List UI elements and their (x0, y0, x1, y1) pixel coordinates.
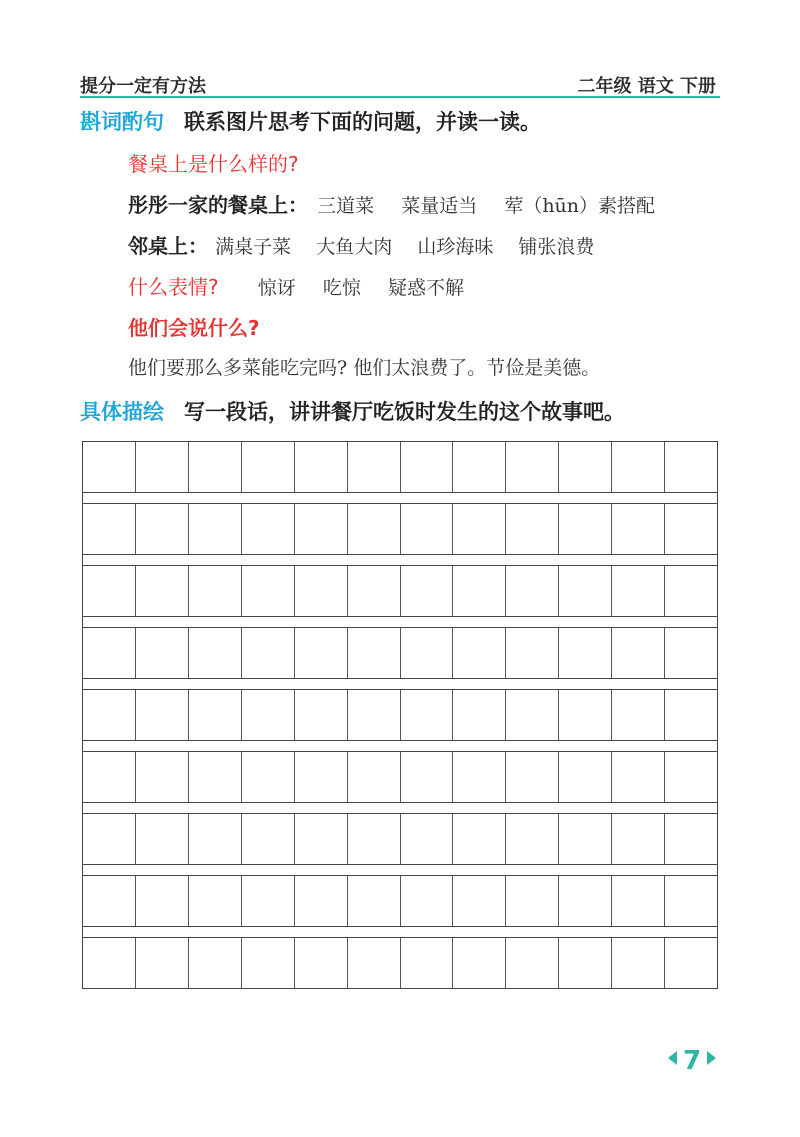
answer-word: 惊讶 (257, 277, 296, 299)
grid-cell[interactable] (189, 814, 242, 864)
grid-cell[interactable] (612, 442, 665, 492)
grid-cell[interactable] (136, 628, 189, 678)
grid-cell[interactable] (506, 442, 559, 492)
grid-cell[interactable] (665, 690, 717, 740)
grid-cell[interactable] (242, 752, 295, 802)
grid-cell[interactable] (83, 566, 136, 616)
grid-cell[interactable] (612, 814, 665, 864)
answer-word: 山珍海味 (417, 236, 494, 258)
grid-cell[interactable] (665, 442, 717, 492)
grid-cell[interactable] (136, 566, 189, 616)
grid-cell[interactable] (189, 628, 242, 678)
grid-cell[interactable] (559, 442, 612, 492)
grid-cell[interactable] (559, 938, 612, 988)
section-heading-1 (80, 106, 541, 136)
grid-cell[interactable] (242, 442, 295, 492)
grid-cell[interactable] (348, 566, 401, 616)
grid-cell[interactable] (83, 504, 136, 554)
grid-cell[interactable] (401, 566, 454, 616)
grid-cell[interactable] (612, 690, 665, 740)
grid-cell[interactable] (665, 814, 717, 864)
header-book-title: 提分一定有方法 (80, 76, 206, 97)
answer-word: 三道菜 (317, 195, 375, 217)
section-label: 斟词酌句 (80, 110, 164, 134)
grid-cell[interactable] (136, 814, 189, 864)
grid-cell[interactable] (665, 628, 717, 678)
grid-cell[interactable] (559, 752, 612, 802)
grid-cell[interactable] (295, 752, 348, 802)
question-text: 他们会说什么? (128, 316, 260, 340)
grid-cell[interactable] (83, 628, 136, 678)
grid-cell[interactable] (348, 752, 401, 802)
grid-row-gap (82, 803, 718, 813)
grid-cell[interactable] (506, 876, 559, 926)
grid-cell[interactable] (136, 442, 189, 492)
grid-cell[interactable] (612, 504, 665, 554)
grid-cell[interactable] (295, 442, 348, 492)
grid-row (82, 503, 718, 555)
grid-cell[interactable] (295, 814, 348, 864)
answer-word: 疑惑不解 (387, 277, 464, 299)
grid-cell[interactable] (559, 504, 612, 554)
grid-cell[interactable] (401, 504, 454, 554)
grid-cell[interactable] (83, 938, 136, 988)
grid-cell[interactable] (189, 876, 242, 926)
grid-cell[interactable] (83, 752, 136, 802)
grid-cell[interactable] (189, 752, 242, 802)
writing-grid (82, 441, 718, 989)
grid-cell[interactable] (506, 690, 559, 740)
grid-row-gap (82, 493, 718, 503)
grid-cell[interactable] (665, 938, 717, 988)
grid-cell[interactable] (612, 566, 665, 616)
grid-cell[interactable] (401, 814, 454, 864)
grid-cell[interactable] (83, 690, 136, 740)
page-header (80, 66, 720, 98)
grid-cell[interactable] (506, 504, 559, 554)
grid-cell[interactable] (506, 566, 559, 616)
grid-cell[interactable] (559, 690, 612, 740)
grid-cell[interactable] (348, 442, 401, 492)
grid-cell[interactable] (189, 504, 242, 554)
grid-cell[interactable] (189, 442, 242, 492)
answer-word: 菜量适当 (401, 195, 478, 217)
grid-row (82, 689, 718, 741)
grid-cell[interactable] (295, 938, 348, 988)
grid-cell[interactable] (189, 938, 242, 988)
grid-cell[interactable] (295, 504, 348, 554)
grid-cell[interactable] (612, 628, 665, 678)
grid-cell[interactable] (83, 876, 136, 926)
grid-cell[interactable] (453, 628, 506, 678)
grid-row-gap (82, 617, 718, 627)
answer-word: 大鱼大肉 (316, 236, 393, 258)
grid-cell[interactable] (242, 566, 295, 616)
grid-cell[interactable] (136, 938, 189, 988)
grid-cell[interactable] (559, 876, 612, 926)
grid-cell[interactable] (506, 938, 559, 988)
grid-cell[interactable] (242, 628, 295, 678)
grid-cell[interactable] (612, 752, 665, 802)
grid-cell[interactable] (295, 566, 348, 616)
section-instruction: 联系图片思考下面的问题，并读一读。 (184, 110, 541, 134)
grid-cell[interactable] (136, 690, 189, 740)
grid-cell[interactable] (295, 690, 348, 740)
answer-word: 满桌子菜 (215, 236, 292, 258)
section-heading-2 (80, 396, 625, 426)
question-text: 餐桌上是什么样的? (128, 152, 299, 176)
grid-cell[interactable] (295, 628, 348, 678)
grid-cell[interactable] (136, 876, 189, 926)
page-number (662, 1046, 722, 1080)
grid-cell[interactable] (453, 752, 506, 802)
grid-cell[interactable] (348, 938, 401, 988)
header-grade-subject: 二年级 语文 下册 (577, 76, 716, 97)
grid-row-gap (82, 865, 718, 875)
question-2 (128, 271, 464, 300)
grid-cell[interactable] (348, 504, 401, 554)
grid-cell[interactable] (295, 876, 348, 926)
answer-label: 彤彤一家的餐桌上： (128, 193, 308, 217)
prev-triangle-icon (668, 1051, 677, 1065)
answer-line-tongtong (128, 189, 655, 218)
grid-cell[interactable] (453, 504, 506, 554)
grid-row (82, 937, 718, 989)
section-label: 具体描绘 (80, 400, 164, 424)
grid-cell[interactable] (348, 628, 401, 678)
grid-cell[interactable] (242, 690, 295, 740)
question-text: 什么表情? (128, 275, 219, 299)
grid-row (82, 751, 718, 803)
grid-cell[interactable] (401, 690, 454, 740)
answer-3 (128, 353, 600, 380)
grid-cell[interactable] (348, 690, 401, 740)
grid-row-gap (82, 927, 718, 937)
grid-cell[interactable] (453, 876, 506, 926)
grid-cell[interactable] (506, 752, 559, 802)
grid-cell[interactable] (401, 442, 454, 492)
answer-word: 荤（hūn）素搭配 (504, 195, 656, 217)
grid-cell[interactable] (189, 690, 242, 740)
grid-row-gap (82, 555, 718, 565)
answer-sentence: 他们要那么多菜能吃完吗? 他们太浪费了。节俭是美德。 (128, 357, 601, 379)
grid-cell[interactable] (136, 504, 189, 554)
answer-line-neighbor (128, 230, 594, 259)
grid-cell[interactable] (453, 690, 506, 740)
grid-cell[interactable] (401, 628, 454, 678)
grid-cell[interactable] (612, 876, 665, 926)
grid-cell[interactable] (83, 814, 136, 864)
grid-cell[interactable] (242, 814, 295, 864)
grid-cell[interactable] (453, 938, 506, 988)
grid-row (82, 875, 718, 927)
grid-cell[interactable] (506, 628, 559, 678)
grid-cell[interactable] (348, 814, 401, 864)
grid-cell[interactable] (348, 876, 401, 926)
grid-cell[interactable] (453, 442, 506, 492)
grid-cell[interactable] (401, 752, 454, 802)
grid-cell[interactable] (559, 628, 612, 678)
grid-cell[interactable] (242, 504, 295, 554)
grid-cell[interactable] (242, 876, 295, 926)
grid-row (82, 565, 718, 617)
grid-cell[interactable] (401, 938, 454, 988)
grid-row-gap (82, 679, 718, 689)
grid-cell[interactable] (665, 752, 717, 802)
grid-row-gap (82, 741, 718, 751)
grid-cell[interactable] (665, 504, 717, 554)
grid-cell[interactable] (401, 876, 454, 926)
grid-row (82, 627, 718, 679)
grid-cell[interactable] (242, 938, 295, 988)
section-instruction: 写一段话，讲讲餐厅吃饭时发生的这个故事吧。 (184, 400, 625, 424)
grid-cell[interactable] (559, 814, 612, 864)
question-3 (128, 312, 260, 341)
grid-cell[interactable] (453, 814, 506, 864)
grid-cell[interactable] (136, 752, 189, 802)
question-1 (128, 148, 299, 177)
next-triangle-icon (707, 1051, 716, 1065)
grid-cell[interactable] (665, 876, 717, 926)
grid-row (82, 813, 718, 865)
grid-cell[interactable] (83, 442, 136, 492)
answer-label: 邻桌上： (128, 234, 208, 258)
grid-cell[interactable] (559, 566, 612, 616)
grid-cell[interactable] (665, 566, 717, 616)
grid-cell[interactable] (453, 566, 506, 616)
grid-cell[interactable] (189, 566, 242, 616)
grid-cell[interactable] (506, 814, 559, 864)
answer-word: 吃惊 (322, 277, 361, 299)
grid-cell[interactable] (612, 938, 665, 988)
page-number-text: 7 (682, 1046, 702, 1076)
grid-row (82, 441, 718, 493)
answer-word: 铺张浪费 (518, 236, 595, 258)
